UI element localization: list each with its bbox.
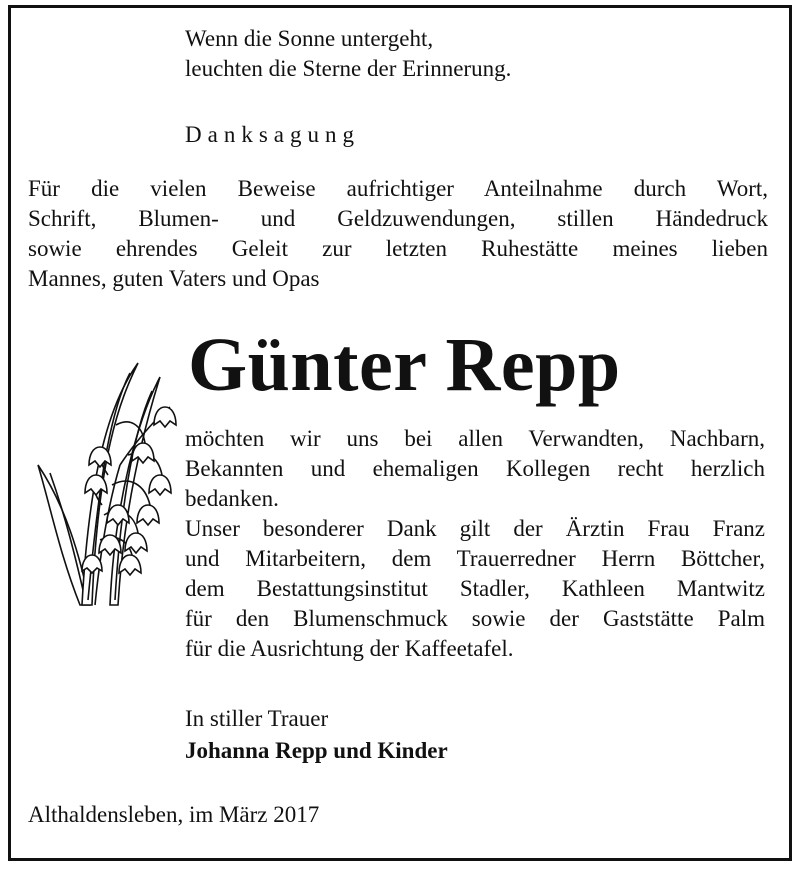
signature: [185, 704, 448, 768]
motto-line: leuchten die Sterne der Erinnerung.: [185, 56, 512, 81]
lily-of-the-valley-icon: [20, 355, 185, 610]
main-line: möchten wir uns bei allen Verwandten, Nachbarn,: [185, 426, 765, 451]
main-line: Unser besonderer Dank gilt der Ärztin Frau Franz: [185, 516, 765, 541]
motto-line: Wenn die Sonne untergeht,: [185, 26, 434, 51]
heading: Danksagung: [185, 122, 360, 147]
motto: [185, 24, 511, 84]
intro-paragraph: [28, 174, 768, 294]
deceased-name: Günter Repp: [188, 323, 621, 407]
main-paragraph: [185, 424, 765, 664]
intro-line: sowie ehrendes Geleit zur letzten Ruhestätte meines lieben: [28, 236, 768, 261]
main-line: Bekannten und ehemaligen Kollegen recht herzlich: [185, 456, 765, 481]
signature-line: In stiller Trauer: [185, 706, 329, 731]
main-line: und Mitarbeitern, dem Trauerredner Herrn Böttcher,: [185, 546, 765, 571]
main-line: dem Bestattungsinstitut Stadler, Kathleen Mantwitz: [185, 576, 765, 601]
intro-line: Für die vielen Beweise aufrichtiger Anteilnahme durch Wort,: [28, 176, 768, 201]
main-line: bedanken.: [185, 486, 279, 511]
signature-names: Johanna Repp und Kinder: [185, 738, 448, 763]
main-line: für die Ausrichtung der Kaffeetafel.: [185, 636, 514, 661]
place-date: Althaldensleben, im März 2017: [28, 802, 320, 827]
intro-line: Mannes, guten Vaters und Opas: [28, 266, 320, 291]
main-line: für den Blumenschmuck sowie der Gaststätte Palm: [185, 606, 765, 631]
intro-line: Schrift, Blumen- und Geldzuwendungen, stillen Händedruck: [28, 206, 768, 231]
